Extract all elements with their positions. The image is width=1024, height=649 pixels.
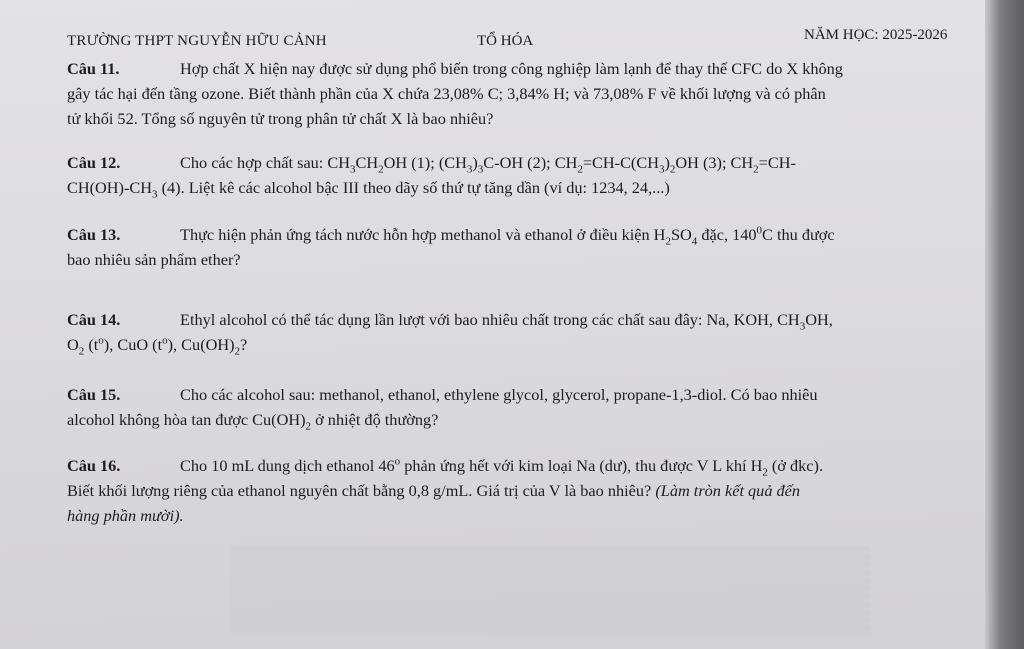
question-text: (t <box>84 335 99 354</box>
question-note: (Làm tròn kết quả đến <box>655 481 801 500</box>
question-text: bao nhiêu sản phẩm ether? <box>67 250 241 269</box>
question-text: Hợp chất X hiện nay được sử dụng phổ biến trong công nghiệp làm lạnh để thay thế CFC do X không <box>180 59 843 78</box>
superscript: 0 <box>756 224 763 237</box>
page-edge-shadow <box>985 0 1024 649</box>
question-text: CH <box>355 153 379 172</box>
subscript: 2 <box>577 163 583 176</box>
question-text: ở nhiệt độ thường? <box>311 410 439 429</box>
subscript: 2 <box>669 163 676 176</box>
question-number: Câu 13. <box>67 225 121 244</box>
question-text: Thực hiện phản ứng tách nước hỗn hợp methanol và ethanol ở điều kiện H <box>180 225 666 244</box>
subscript: 2 <box>378 163 384 176</box>
question-text: Cho các alcohol sau: methanol, ethanol, ethylene glycol, glycerol, propane-1,3-diol. Có bao nhiêu <box>180 385 818 404</box>
subscript: 2 <box>78 345 85 358</box>
question-text: ), CuO (t <box>103 335 163 354</box>
question-number: Câu 12. <box>67 153 121 172</box>
question-number: Câu 14. <box>67 310 121 329</box>
question-13 <box>67 222 962 272</box>
question-number: Câu 11. <box>67 59 120 78</box>
question-number: Câu 15. <box>67 385 121 404</box>
question-text: ) <box>664 153 670 172</box>
question-text: OH (1); (CH <box>383 153 467 172</box>
school-name: TRƯỜNG THPT NGUYỄN HỮU CẢNH <box>67 33 327 49</box>
subscript: 3 <box>466 163 473 176</box>
subscript: 3 <box>658 163 665 176</box>
subscript: 2 <box>665 235 671 248</box>
exam-header <box>67 27 957 53</box>
question-text: alcohol không hòa tan được Cu(OH) <box>67 410 306 429</box>
question-text: Cho các hợp chất sau: CH <box>180 153 351 172</box>
question-text: OH, <box>805 310 833 329</box>
question-text: O <box>67 335 79 354</box>
question-text: gây tác hại đến tầng ozone. Biết thành phần của X chứa 23,08% C; 3,84% H; và 73,08% F về khối lượng và có phân <box>67 84 826 103</box>
question-note: hàng phần mười). <box>67 506 184 525</box>
question-11 <box>67 56 962 131</box>
question-15 <box>67 382 962 432</box>
question-text: SO <box>670 225 692 244</box>
subscript: 2 <box>305 420 312 433</box>
question-text: =CH-C(CH <box>582 153 659 172</box>
superscript: o <box>98 334 104 347</box>
department-name: TỔ HÓA <box>477 33 534 49</box>
school-year: NĂM HỌC: 2025-2026 <box>804 27 948 43</box>
subscript: 3 <box>152 188 158 201</box>
question-text: ) <box>472 153 478 172</box>
superscript: o <box>394 455 401 468</box>
subscript: 2 <box>762 466 768 479</box>
question-text: Biết khối lượng riêng của ethanol nguyên chất bằng 0,8 g/mL. Giá trị của V là bao nhiêu? <box>67 481 656 500</box>
subscript: 2 <box>753 163 759 176</box>
question-text: C-OH (2); CH <box>483 153 578 172</box>
question-text: (4). Liệt kê các alcohol bậc III theo dãy số thứ tự tăng dần (ví dụ: 1234, 24,...) <box>157 178 670 197</box>
question-text: OH (3); CH <box>675 153 754 172</box>
question-text: Ethyl alcohol có thể tác dụng lần lượt với bao nhiêu chất trong các chất sau đây: Na, KOH, CH <box>180 310 800 329</box>
bleed-through-text <box>230 545 870 635</box>
subscript: 2 <box>234 345 241 358</box>
question-14 <box>67 307 962 357</box>
question-text: (ở đkc). <box>767 456 824 475</box>
question-text: =CH- <box>758 153 796 172</box>
subscript: 3 <box>350 163 356 176</box>
question-text: ), Cu(OH) <box>167 335 235 354</box>
question-text: ? <box>240 335 248 354</box>
subscript: 4 <box>691 235 698 248</box>
question-text: phản ứng hết với kim loại Na (dư), thu được V L khí H <box>400 456 763 475</box>
subscript: 3 <box>799 320 806 333</box>
question-number: Câu 16. <box>67 456 121 475</box>
question-text: C thu được <box>762 225 835 244</box>
question-text: đặc, 140 <box>697 225 757 244</box>
subscript: 3 <box>477 163 484 176</box>
question-16 <box>67 453 962 528</box>
superscript: o <box>162 334 168 347</box>
question-text: Cho 10 mL dung dịch ethanol 46 <box>180 456 395 475</box>
question-text: CH(OH)-CH <box>67 178 153 197</box>
question-text: tử khối 52. Tổng số nguyên tử trong phân tử chất X là bao nhiêu? <box>67 109 494 128</box>
question-12 <box>67 150 962 200</box>
